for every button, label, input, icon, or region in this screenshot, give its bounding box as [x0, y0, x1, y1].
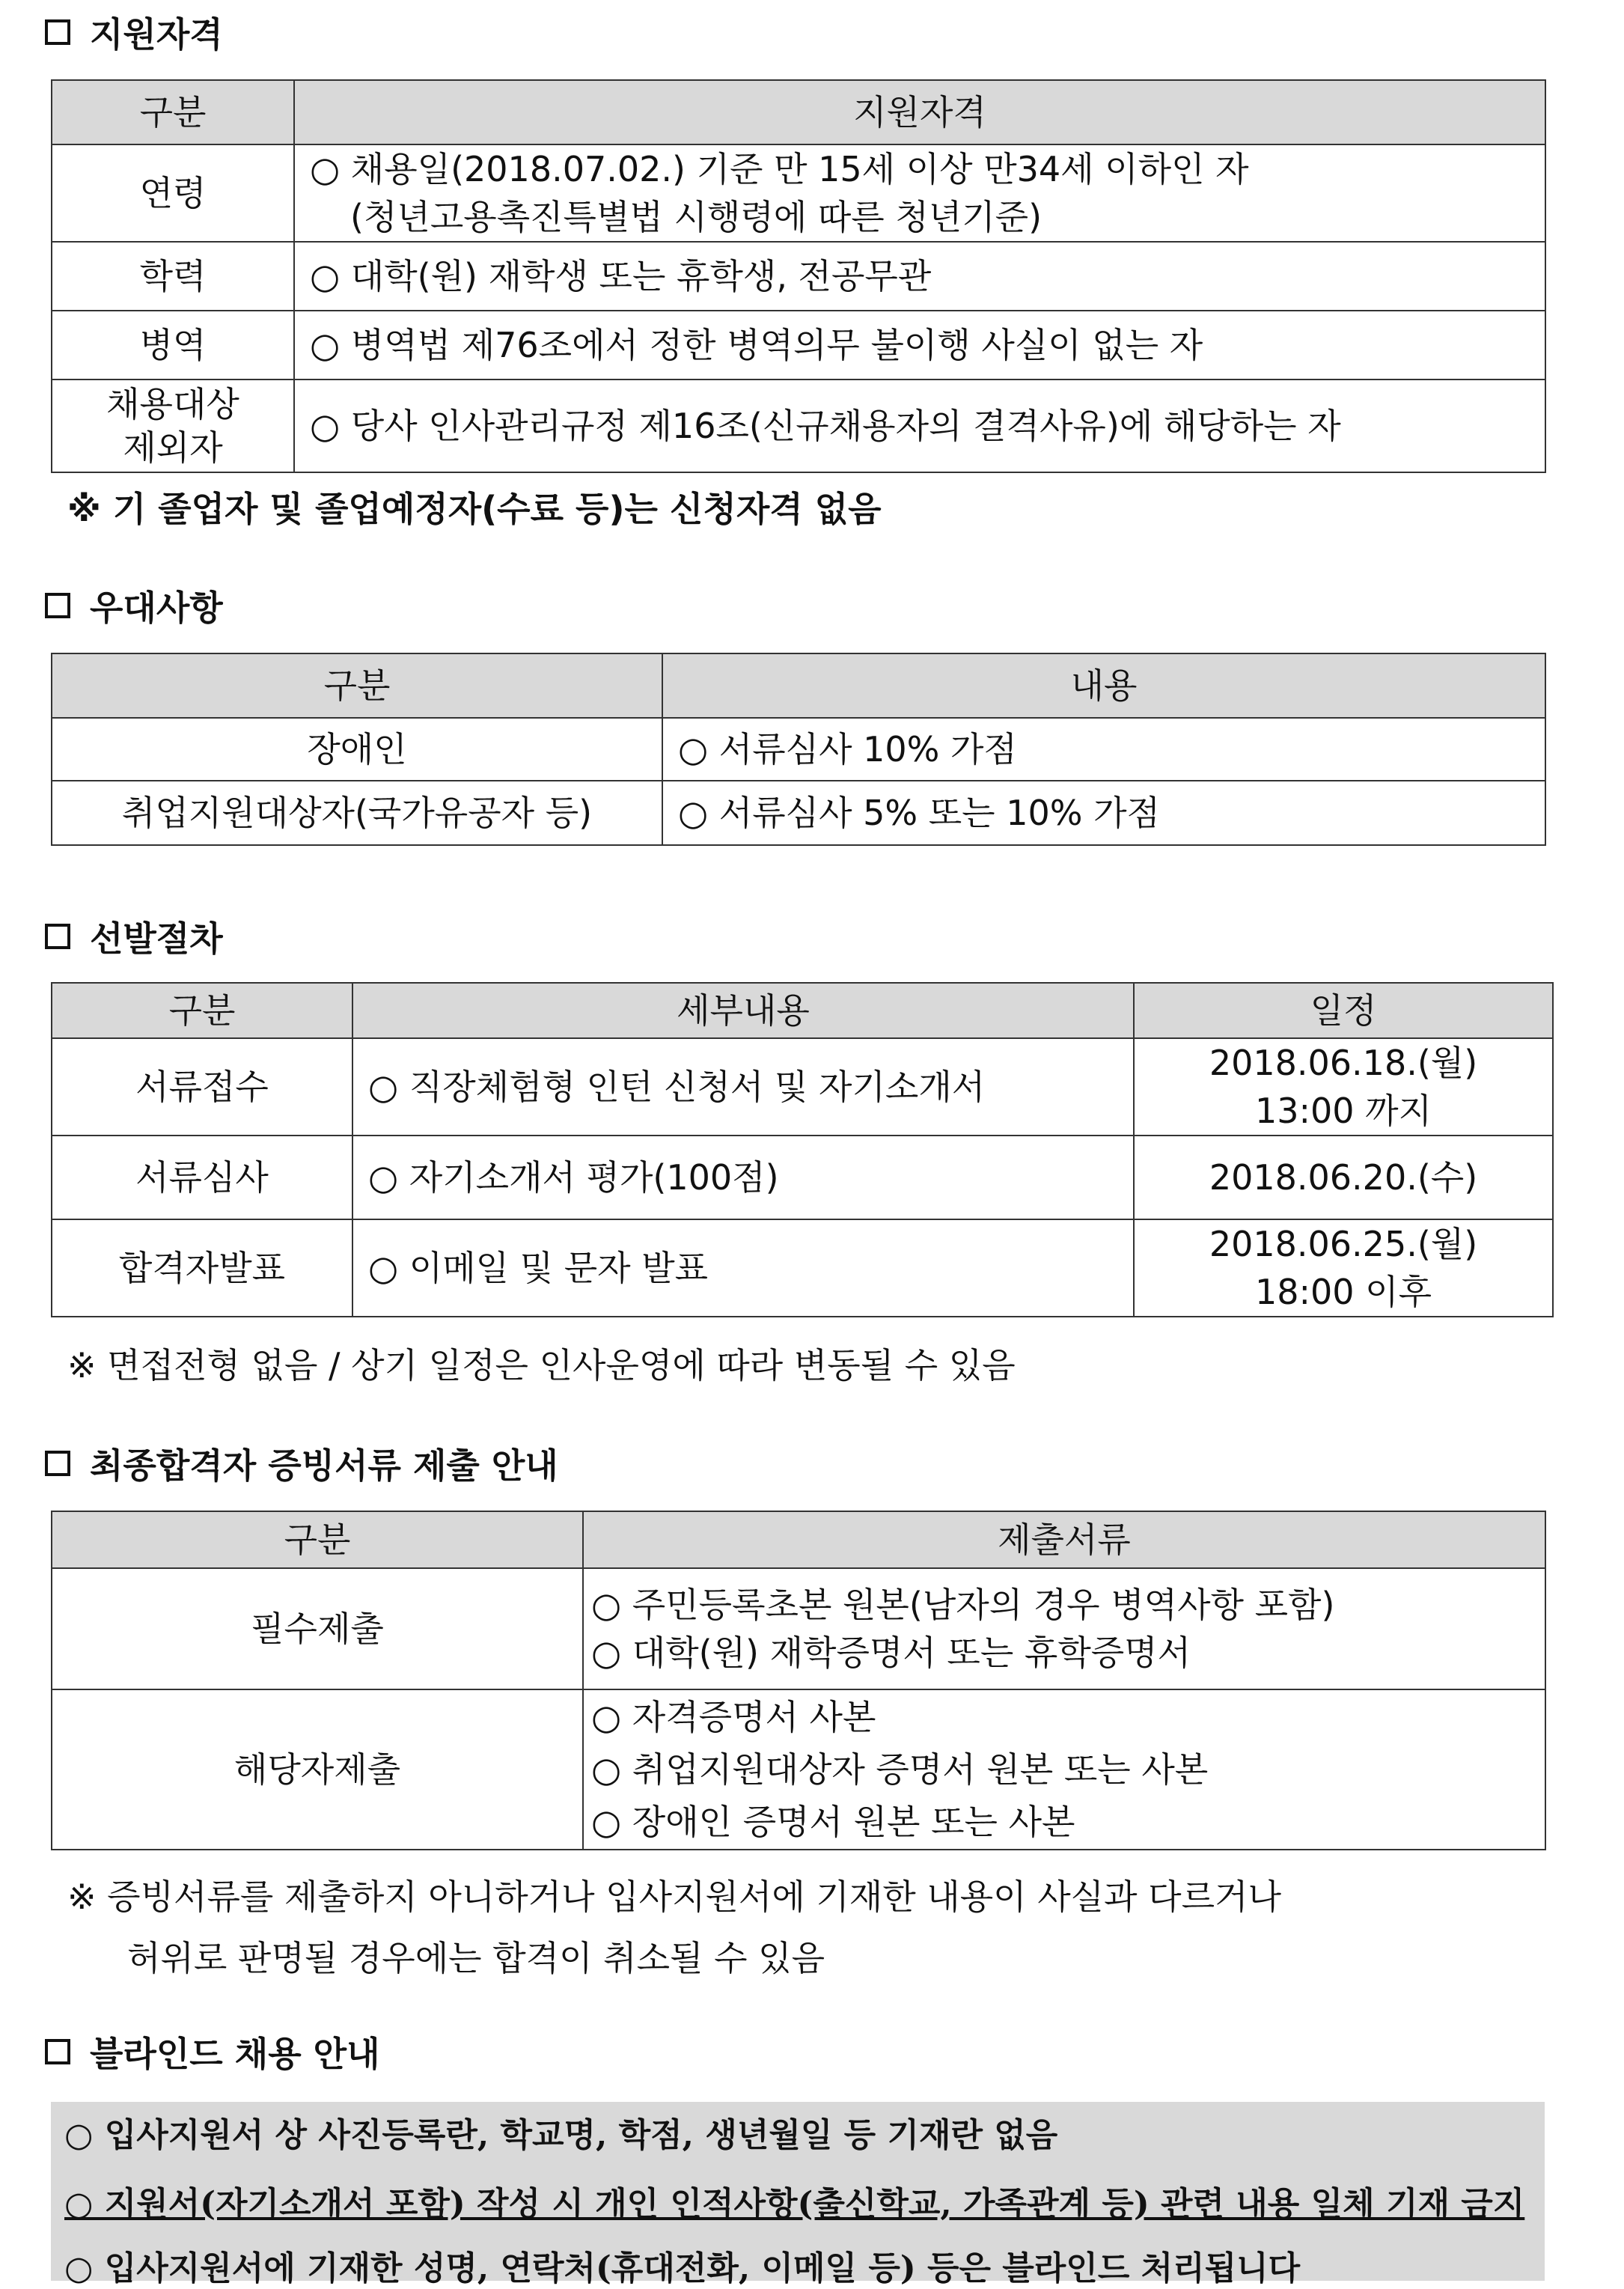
checkbox-square-icon — [45, 1451, 70, 1476]
row-label: 연령 — [52, 144, 294, 242]
section-title-text: 지원자격 — [90, 14, 223, 55]
row-label: 서류접수 — [52, 1038, 352, 1136]
label-line: 채용대상 — [106, 384, 239, 424]
blind-item: ○ 입사지원서에 기재한 성명, 연락처(휴대전화, 이메일 등) 등은 블라인드 처리됩니다 — [64, 2249, 1301, 2288]
schedule-line: 2018.06.18.(월) — [1209, 1043, 1478, 1083]
section-title-documents — [45, 1439, 558, 1488]
row-content: ○ 병역법 제76조에서 정한 병역의무 불이행 사실이 없는 자 — [294, 311, 1545, 380]
checkbox-square-icon — [45, 19, 70, 45]
schedule-line: 2018.06.25.(월) — [1209, 1224, 1478, 1264]
content-line: ○ 자격증명서 사본 — [591, 1697, 876, 1737]
note-line: 허위로 판명될 경우에는 합격이 취소될 수 있음 — [127, 1938, 825, 1978]
table-header: 내용 — [662, 653, 1545, 718]
section-title-selection — [45, 912, 223, 961]
schedule-line: 13:00 까지 — [1254, 1091, 1432, 1131]
qualification-note: ※ 기 졸업자 및 졸업예정자(수료 등)는 신청자격 없음 — [67, 489, 882, 529]
label-line: 제외자 — [123, 427, 223, 468]
section-title-text: 우대사항 — [90, 588, 223, 628]
row-content: ○ 이메일 및 문자 발표 — [352, 1219, 1134, 1317]
qualification-table — [51, 79, 1546, 473]
row-label — [52, 380, 294, 472]
content-line: ○ 취업지원대상자 증명서 원본 또는 사본 — [591, 1749, 1209, 1790]
row-label: 학력 — [52, 242, 294, 311]
row-schedule — [1134, 1219, 1553, 1317]
content-line: ○ 주민등록초본 원본(남자의 경우 병역사항 포함) — [591, 1585, 1335, 1625]
content-line: ○ 대학(원) 재학증명서 또는 휴학증명서 — [591, 1633, 1191, 1673]
row-content: ○ 서류심사 5% 또는 10% 가점 — [662, 781, 1545, 845]
row-schedule: 2018.06.20.(수) — [1134, 1136, 1553, 1219]
table-header: 일정 — [1134, 983, 1553, 1038]
blind-item: ○ 지원서(자기소개서 포함) 작성 시 개인 인적사항(출신학교, 가족관계 등) 관련 내용 일체 기재 금지 — [64, 2185, 1525, 2223]
row-schedule — [1134, 1038, 1553, 1136]
row-label: 장애인 — [52, 718, 662, 781]
preference-table — [51, 653, 1546, 846]
section-title-blind — [45, 2027, 380, 2076]
row-content: ○ 대학(원) 재학생 또는 휴학생, 전공무관 — [294, 242, 1545, 311]
row-content — [583, 1568, 1545, 1689]
documents-table — [51, 1511, 1546, 1850]
row-label: 해당자제출 — [52, 1689, 583, 1850]
section-title-text: 최종합격자 증빙서류 제출 안내 — [90, 1445, 558, 1486]
row-content: ○ 서류심사 10% 가점 — [662, 718, 1545, 781]
row-content: ○ 직장체험형 인턴 신청서 및 자기소개서 — [352, 1038, 1134, 1136]
table-header: 구분 — [52, 653, 662, 718]
table-header: 제출서류 — [583, 1511, 1545, 1568]
row-label: 취업지원대상자(국가유공자 등) — [52, 781, 662, 845]
row-label: 합격자발표 — [52, 1219, 352, 1317]
table-header: 구분 — [52, 1511, 583, 1568]
row-label: 병역 — [52, 311, 294, 380]
row-content — [294, 144, 1545, 242]
content-line: (청년고용촉진특별법 시행령에 따른 청년기준) — [350, 197, 1043, 237]
blind-notice-box — [51, 2102, 1545, 2288]
row-content: ○ 자기소개서 평가(100점) — [352, 1136, 1134, 1219]
table-header: 구분 — [52, 983, 352, 1038]
checkbox-square-icon — [45, 593, 70, 618]
schedule-line: 18:00 이후 — [1254, 1272, 1432, 1312]
checkbox-square-icon — [45, 924, 70, 949]
section-title-text: 블라인드 채용 안내 — [90, 2034, 380, 2074]
selection-note: ※ 면접전형 없음 / 상기 일정은 인사운영에 따라 변동될 수 있음 — [67, 1345, 1016, 1386]
note-line: ※ 증빙서류를 제출하지 아니하거나 입사지원서에 기재한 내용이 사실과 다르거나 — [67, 1877, 1281, 1917]
table-header: 지원자격 — [294, 80, 1545, 144]
checkbox-square-icon — [45, 2039, 70, 2064]
content-line: ○ 장애인 증명서 원본 또는 사본 — [591, 1802, 1075, 1842]
table-header: 구분 — [52, 80, 294, 144]
section-title-qualification — [45, 7, 223, 57]
blind-item: ○ 입사지원서 상 사진등록란, 학교명, 학점, 생년월일 등 기재란 없음 — [64, 2116, 1058, 2154]
row-content: ○ 당사 인사관리규정 제16조(신규채용자의 결격사유)에 해당하는 자 — [294, 380, 1545, 472]
table-header: 세부내용 — [352, 983, 1134, 1038]
row-content — [583, 1689, 1545, 1850]
content-line: ○ 채용일(2018.07.02.) 기준 만 15세 이상 만34세 이하인 자 — [310, 149, 1249, 189]
row-label: 필수제출 — [52, 1568, 583, 1689]
row-label: 서류심사 — [52, 1136, 352, 1219]
section-title-preference — [45, 581, 223, 630]
documents-note — [67, 1858, 1281, 1981]
section-title-text: 선발절차 — [90, 918, 223, 959]
selection-table — [51, 982, 1554, 1317]
